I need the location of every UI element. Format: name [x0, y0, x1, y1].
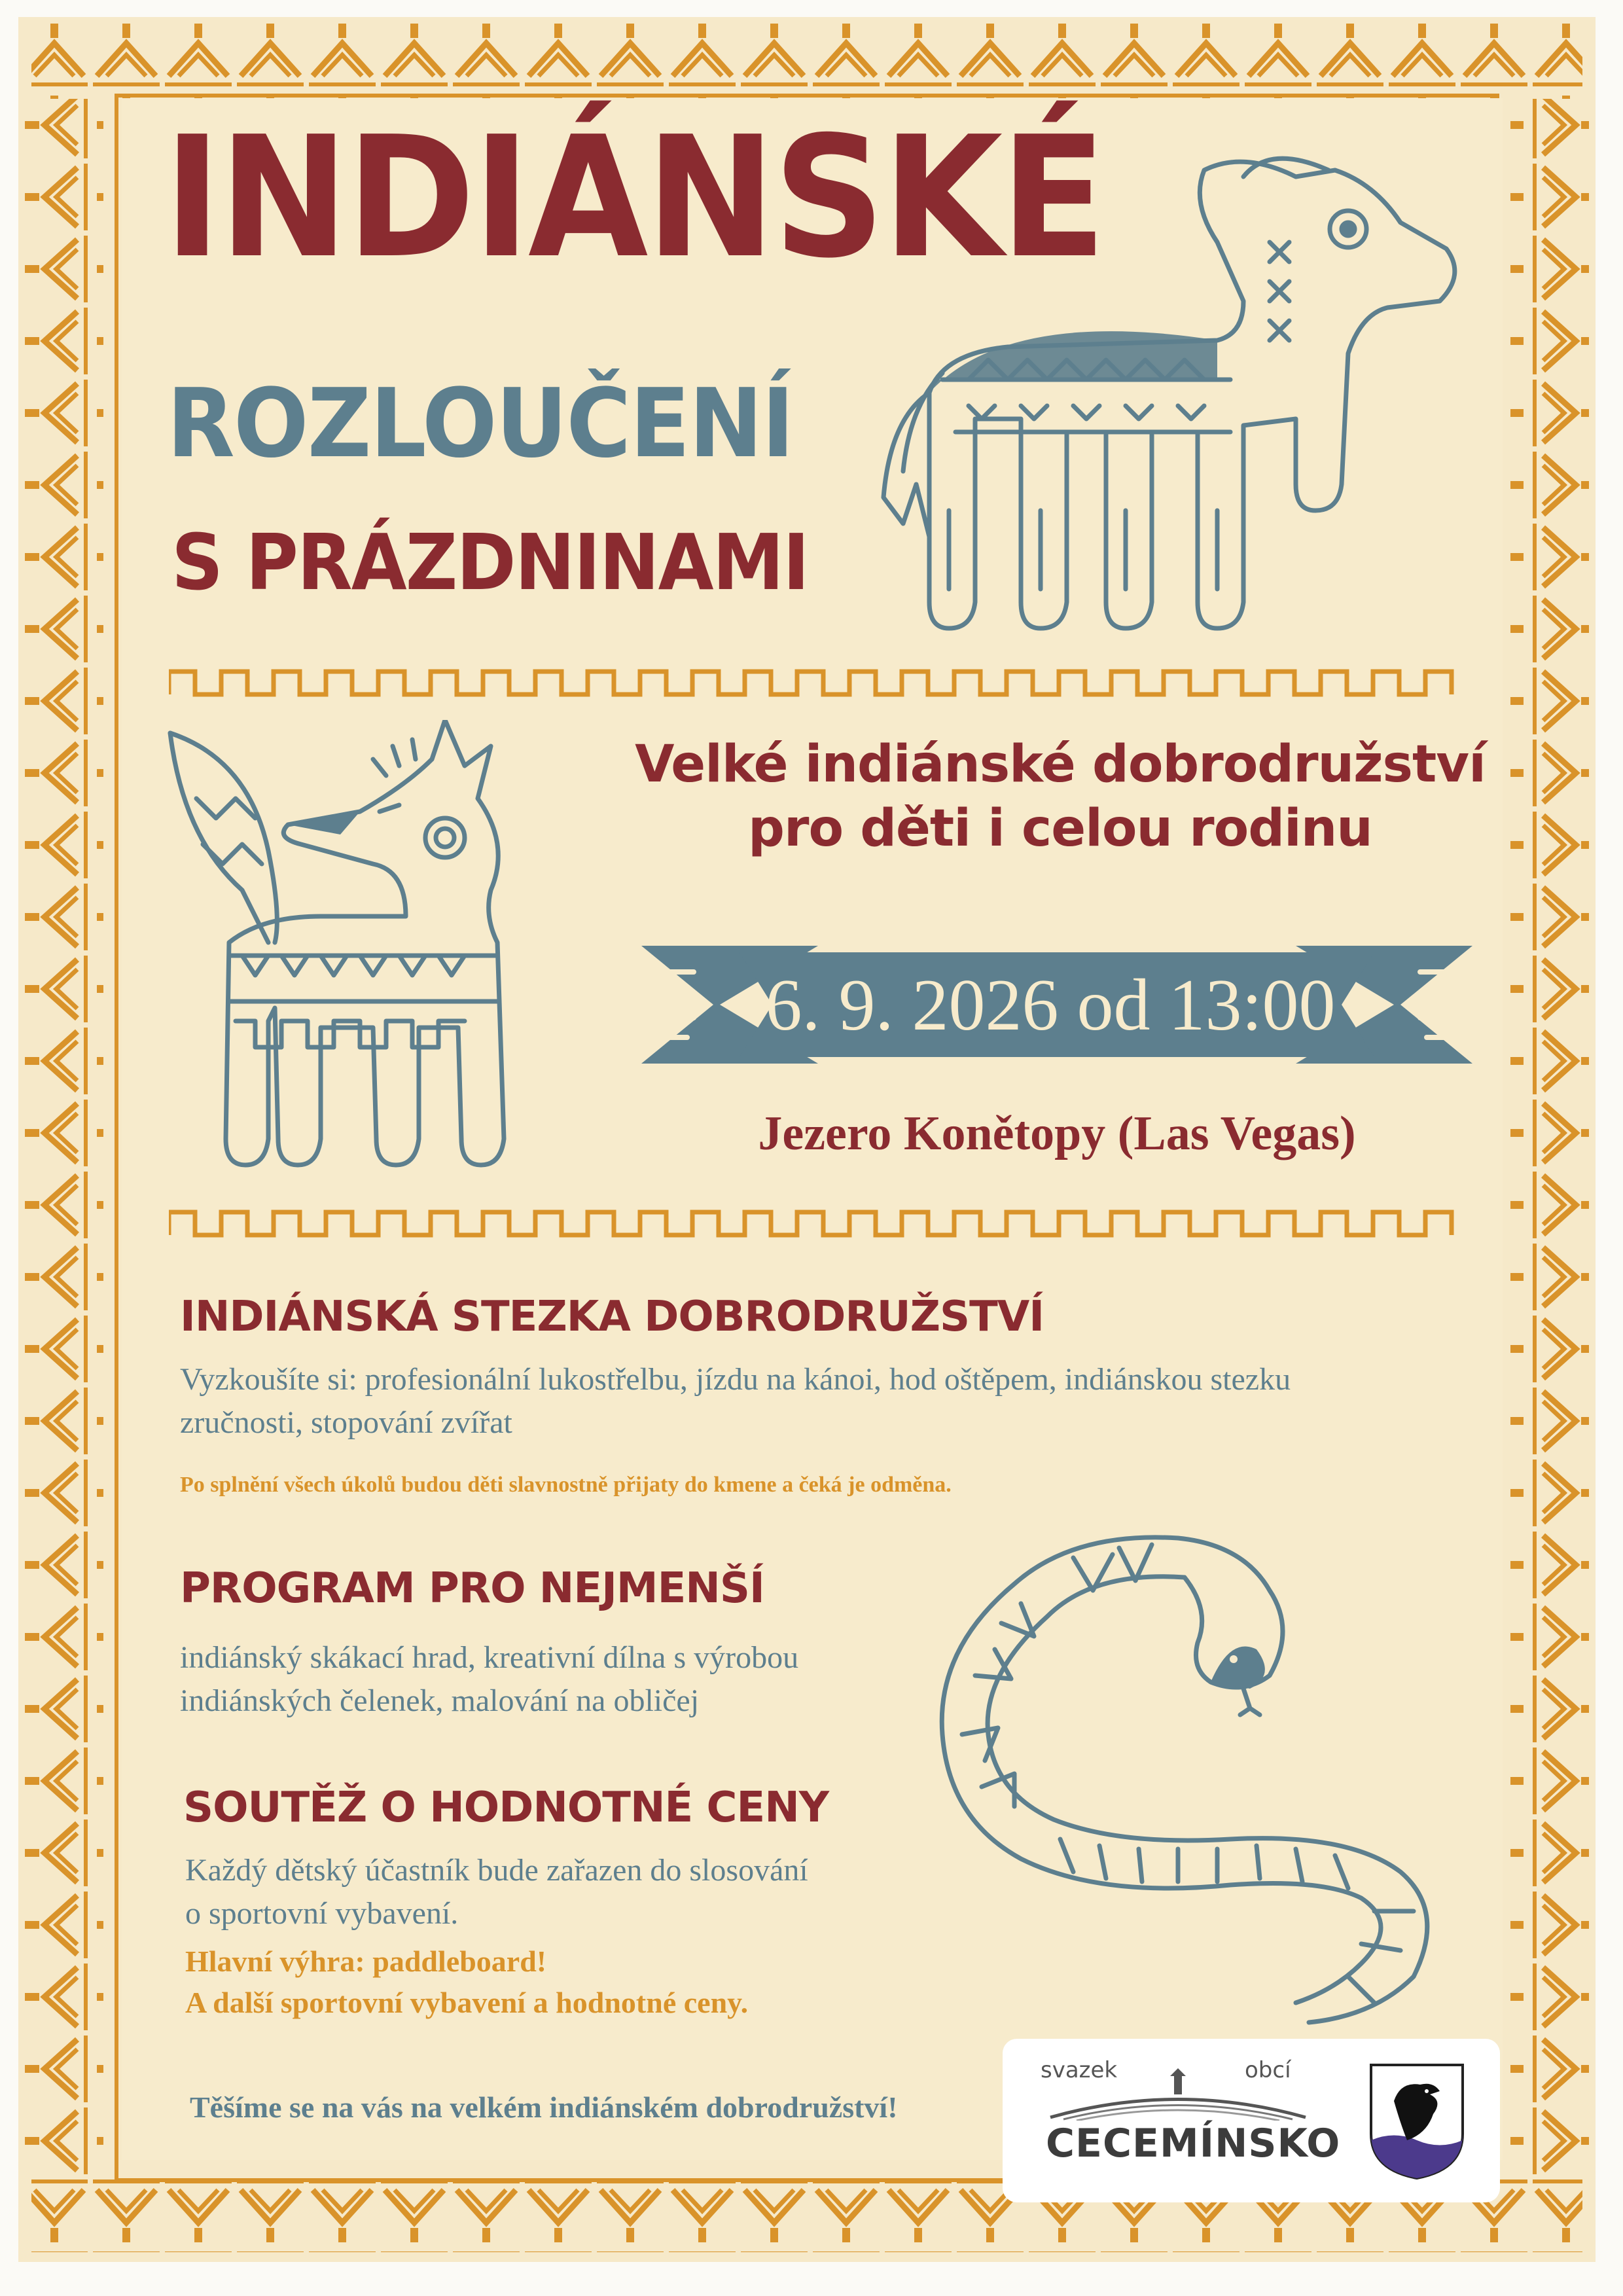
- logo-obci-text: obcí: [1245, 2057, 1291, 2083]
- contest-prizes: [185, 1941, 748, 2024]
- trail-line-2: zručnosti, stopování zvířat: [180, 1405, 512, 1441]
- headline-line-1: Velké indiánské dobrodružství: [635, 735, 1486, 794]
- main-title: INDIÁNSKÉ: [164, 101, 1104, 295]
- kids-line-2: indiánských čelenek, malování na obličej: [180, 1683, 700, 1719]
- contest-line-2: o sportovní vybavení.: [185, 1896, 459, 1931]
- event-headline: [628, 733, 1492, 861]
- trail-text: [180, 1358, 1463, 1444]
- headline-line-2: pro děti i celou rodinu: [748, 798, 1372, 858]
- contest-text: [185, 1849, 971, 1935]
- event-venue: Jezero Konětopy (Las Vegas): [758, 1107, 1356, 1160]
- fox-illustration: [157, 720, 628, 1191]
- snake-illustration: [903, 1518, 1492, 2029]
- main-prize: Hlavní výhra: paddleboard!: [185, 1945, 547, 1978]
- logo-svazek-text: svazek: [1041, 2057, 1118, 2083]
- contest-line-1: Každý dětský účastník bude zařazen do slosování: [185, 1853, 808, 1888]
- kids-heading: PROGRAM PRO NEJMENŠÍ: [180, 1564, 764, 1613]
- kids-line-1: indiánský skákací hrad, kreativní dílna s výrobou: [180, 1640, 799, 1675]
- logo-arc-icon: [1037, 2068, 1319, 2121]
- event-date: 6. 9. 2026 od 13:00: [765, 965, 1336, 1046]
- kids-text: [180, 1636, 965, 1723]
- meander-divider-bottom: [169, 1206, 1465, 1238]
- contest-heading: SOUTĚŽ O HODNOTNÉ CENY: [183, 1784, 829, 1832]
- other-prizes: A další sportovní vybavení a hodnotné ceny.: [185, 1986, 749, 2020]
- closing-line: Těšíme se na vás na velkém indiánském dobrodružství!: [190, 2090, 898, 2124]
- subtitle-1: ROZLOUČENÍ: [167, 368, 794, 479]
- subtitle-2: S PRÁZDNINAMI: [171, 517, 809, 607]
- meander-divider-top: [169, 665, 1465, 698]
- coat-of-arms-icon: [1368, 2062, 1466, 2179]
- trail-heading: INDIÁNSKÁ STEZKA DOBRODRUŽSTVÍ: [180, 1293, 1044, 1341]
- horse-illustration: [877, 144, 1466, 655]
- trail-line-1: Vyzkoušíte si: profesionální lukostřelbu, jízdu na kánoi, hod oštěpem, indiánskou stezku: [180, 1362, 1291, 1397]
- trail-note: Po splnění všech úkolů budou děti slavnostně přijaty do kmene a čeká je odměna.: [180, 1473, 952, 1497]
- logo-name: CECEMÍNSKO: [1046, 2121, 1341, 2166]
